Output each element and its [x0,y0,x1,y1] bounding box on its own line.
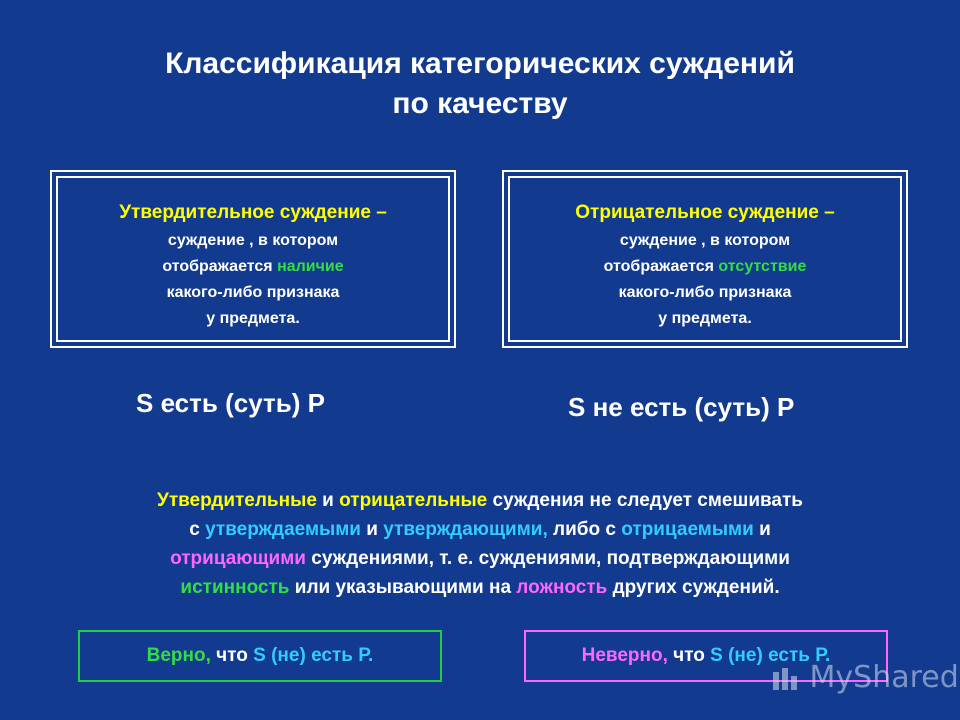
para-text: либо с [547,519,622,540]
negative-heading: Отрицательное суждение – [575,202,835,223]
term-falsity: ложность [516,577,608,598]
para-text: суждения не следует смешивать [487,490,803,511]
false-formula: S (не) есть Р. [710,645,831,666]
term-truth: истинность [180,577,290,598]
negative-formula: S не есть (суть) Р [568,392,795,422]
true-formula: S (не) есть Р. [253,645,374,666]
negative-text-line-1: суждение , в котором [619,232,791,249]
page-title [0,44,960,124]
term-affirmative: Утвердительные [157,490,317,511]
negative-text-line-2a: отображается [603,258,719,275]
affirmative-heading: Утвердительное суждение – [119,202,387,223]
term-denied: отрицаемыми [621,519,754,540]
affirmative-definition-box [50,170,456,348]
true-statement-box [78,630,442,682]
watermark-icon [770,664,800,694]
negative-definition-box [502,170,908,348]
para-text: и [753,519,771,540]
affirmative-formula: S есть (суть) Р [136,388,325,418]
para-text: или указывающими на [289,577,517,598]
term-affirmed: утверждаемыми [205,519,361,540]
affirmative-text [58,228,448,332]
watermark-logo [770,660,959,695]
negative-inner-frame [508,176,902,342]
false-label: Неверно, [581,645,668,666]
negative-text [510,228,900,332]
affirmative-text-line-2a: отображается [162,258,278,275]
negative-text-line-3: какого-либо признака [618,284,792,301]
para-text: с [189,519,206,540]
title-line-2: по качеству [392,87,568,120]
false-connector: что [667,645,711,666]
term-negative: отрицательные [339,490,488,511]
explanation-paragraph [40,486,920,602]
para-text: и [360,519,384,540]
affirmative-keyword: наличие [277,258,344,275]
term-denying: отрицающими [170,548,306,569]
title-line-1: Классификация категорических суждений [165,47,795,80]
para-text: других суждений. [607,577,780,598]
affirmative-text-line-1: суждение , в котором [167,232,339,249]
negative-text-line-4: у предмета. [658,310,752,327]
watermark-text: MyShared [809,660,959,695]
para-text: и [316,490,340,511]
affirmative-text-line-3: какого-либо признака [166,284,340,301]
para-text: суждениями, т. е. суждениями, подтверждающими [305,548,790,569]
affirmative-text-line-4: у предмета. [206,310,300,327]
negative-keyword: отсутствие [718,258,807,275]
affirmative-inner-frame [56,176,450,342]
true-connector: что [210,645,254,666]
true-label: Верно, [146,645,211,666]
term-affirming: утверждающими, [383,519,548,540]
